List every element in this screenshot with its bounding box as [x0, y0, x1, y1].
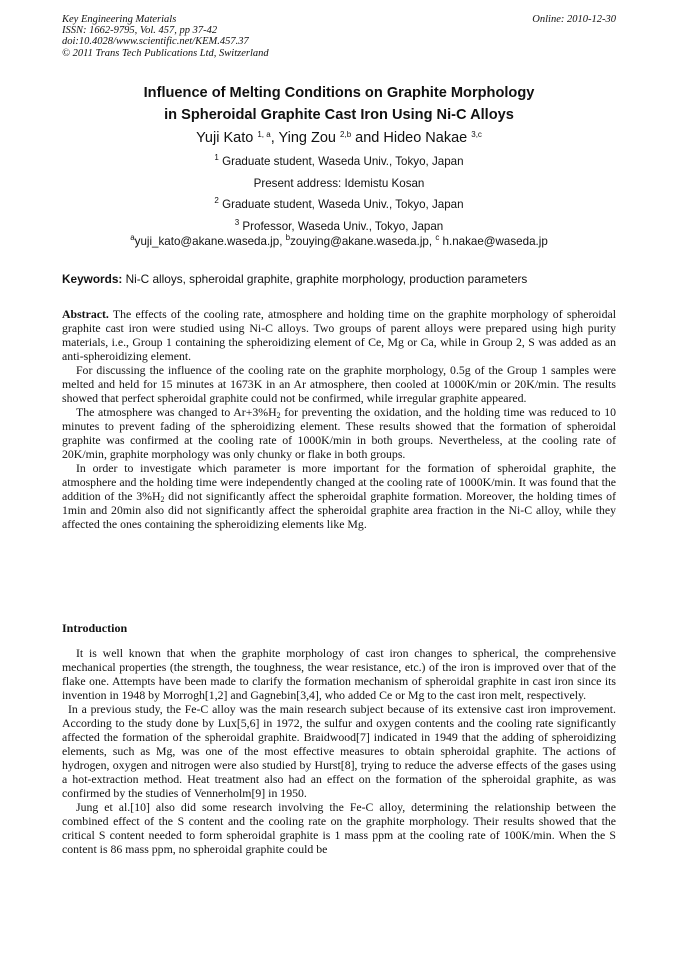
author-separator: and: [351, 130, 384, 146]
author-affil-sup: 3,c: [471, 130, 482, 139]
abstract-section: [62, 307, 616, 531]
affil-text: Graduate student, Waseda Univ., Tokyo, Japan: [218, 198, 464, 211]
email-sup: c: [435, 233, 440, 242]
intro-paragraph: Jung et al.[10] also did some research involving the Fe-C alloy, determining the relationship between the combined effect of the S content and the cooling rate on the graphite morphology. Their results showed that the critical S content needed to form spheroidal graphite is 1 mass ppm at the cooling rate of 100K/min. When the S content is 86 mass ppm, no spheroidal graphite could be: [62, 800, 616, 856]
journal-header: [62, 14, 616, 59]
author-name: Yuji Kato: [196, 130, 254, 146]
author-list: [62, 128, 616, 148]
abstract-paragraph: [62, 405, 616, 461]
abstract-paragraph: [62, 307, 616, 363]
email-sup: a: [130, 233, 135, 242]
keywords-label: Keywords:: [62, 272, 126, 286]
intro-paragraph: In a previous study, the Fe-C alloy was the main research subject because of its extensive cast iron improvement. According to the study done by Lux[5,6] in 1972, the sulfur and oxygen contents and the cooling rate significantly affected the formation of the spheroidal graphite. Braidwood[7] indicated in 1949 that the adding of spheroidizing elements, such as Mg, was one of the most effective measures to obtain spheroidal graphite. The actions of hydrogen, oxygen and nitrogen were also studied by Hurst[8], trying to reduce the adverse effects of the gases using a hot-extraction method. Heat treatment also had an effect on the formation of the spheroidal graphite, as was confirmed by the studies of Vennerholm[9] in 1950.: [62, 702, 616, 800]
abstract-label: Abstract.: [62, 307, 109, 321]
author-affil-sup: 2,b: [340, 130, 352, 139]
copyright-line: © 2011 Trans Tech Publications Ltd, Switzerland: [62, 47, 269, 59]
abstract-paragraph: [62, 461, 616, 531]
email-sup: b: [285, 233, 291, 242]
present-address: Present address: Idemistu Kosan: [253, 177, 425, 190]
abstract-text: did not significantly affect the spheroidal graphite formation. Moreover, the holding times of 1min and 20min also did not significantly affect the spheroidal graphite area fraction in the Ni-C alloy, while they affected the ones containing the spheroidizing elements like Mg.: [62, 489, 616, 531]
introduction-section: [62, 646, 616, 856]
affil-sup: 2: [214, 196, 219, 205]
email-link[interactable]: h.nakae@waseda.jp: [439, 235, 548, 248]
author-separator: ,: [270, 130, 279, 146]
keywords-line: [62, 272, 616, 286]
affil-sup: 3: [234, 218, 240, 227]
title-line-1: Influence of Melting Conditions on Graphite Morphology: [143, 85, 535, 101]
journal-name: Key Engineering Materials: [62, 14, 177, 25]
abstract-text: In order to investigate which parameter is more important for the formation of spheroidal graphite, the atmosphere and the holding time were independently changed at the cooling rate of 1000K/min. It was found that the addition of the 3%H: [62, 461, 616, 503]
section-heading-introduction: Introduction: [62, 621, 128, 635]
paper-title: [62, 82, 616, 126]
intro-paragraph: It is well known that when the graphite morphology of cast iron changes to spherical, the comprehensive mechanical properties (the strength, the toughness, the wear resistance, etc.) of the iron is improved over that of the flake one. Attempts have been made to clarify the formation mechanism of spheroidal graphite in cast iron since its invention in 1948 by Morrogh[1,2] and Gagnebin[3,4], who added Ce or Mg to the cast iron melt, respectively.: [62, 646, 616, 702]
affiliation-2: [62, 198, 616, 212]
author-affil-sup: 1, a: [257, 130, 271, 139]
doi-line: doi:10.4028/www.scientific.net/KEM.457.37: [62, 36, 249, 48]
author-name: Ying Zou: [278, 130, 336, 146]
title-line-2: in Spheroidal Graphite Cast Iron Using Ni-C Alloys: [164, 107, 514, 123]
email-link[interactable]: zouying@akane.waseda.jp,: [290, 235, 436, 248]
subscript: 2: [160, 495, 165, 504]
email-link[interactable]: yuji_kato@akane.waseda.jp,: [134, 235, 286, 248]
affiliation-3: [62, 220, 616, 234]
subscript: 2: [276, 411, 281, 420]
affil-sup: 1: [214, 153, 219, 162]
keywords-text: Ni-C alloys, spheroidal graphite, graphite morphology, production parameters: [125, 272, 528, 286]
author-name: Hideo Nakae: [383, 130, 468, 146]
affil-text: Professor, Waseda Univ., Tokyo, Japan: [239, 220, 444, 233]
email-list: [62, 235, 616, 249]
abstract-text: The effects of the cooling rate, atmosphere and holding time on the graphite morphology of spheroidal graphite cast iron were studied using Ni-C alloys. Two groups of parent alloys were prepared using high purity materials, i.e., Group 1 containing the spheroidizing element of Ce, Mg or Ca, while in Group 2, S was added as an anti-spheroidizing element.: [62, 307, 616, 363]
issn-line: ISSN: 1662-9795, Vol. 457, pp 37-42: [62, 25, 218, 37]
abstract-text: for preventing the oxidation, and the holding time was reduced to 10 minutes to prevent fading of the spheroidizing element. These results showed that the formation of spheroidal graphite was confirmed at the cooling rate of 1000K/min in both groups. Nevertheless, at the cooling rate of 20K/min, graphite morphology was only chunky or flake in both groups.: [62, 405, 616, 461]
affiliation-1: [62, 155, 616, 169]
online-date: Online: 2010-12-30: [532, 14, 616, 25]
affil-text: Graduate student, Waseda Univ., Tokyo, Japan: [218, 155, 464, 168]
abstract-text: The atmosphere was changed to Ar+3%H: [76, 405, 277, 419]
abstract-paragraph: For discussing the influence of the cooling rate on the graphite morphology, 0.5g of the Group 1 samples were melted and held for 15 minutes at 1673K in an Ar atmosphere, then cooled at 1000K/min or 20K/min. The results showed that perfect spheroidal graphite could not be confirmed, while irregular graphite appeared.: [62, 363, 616, 405]
